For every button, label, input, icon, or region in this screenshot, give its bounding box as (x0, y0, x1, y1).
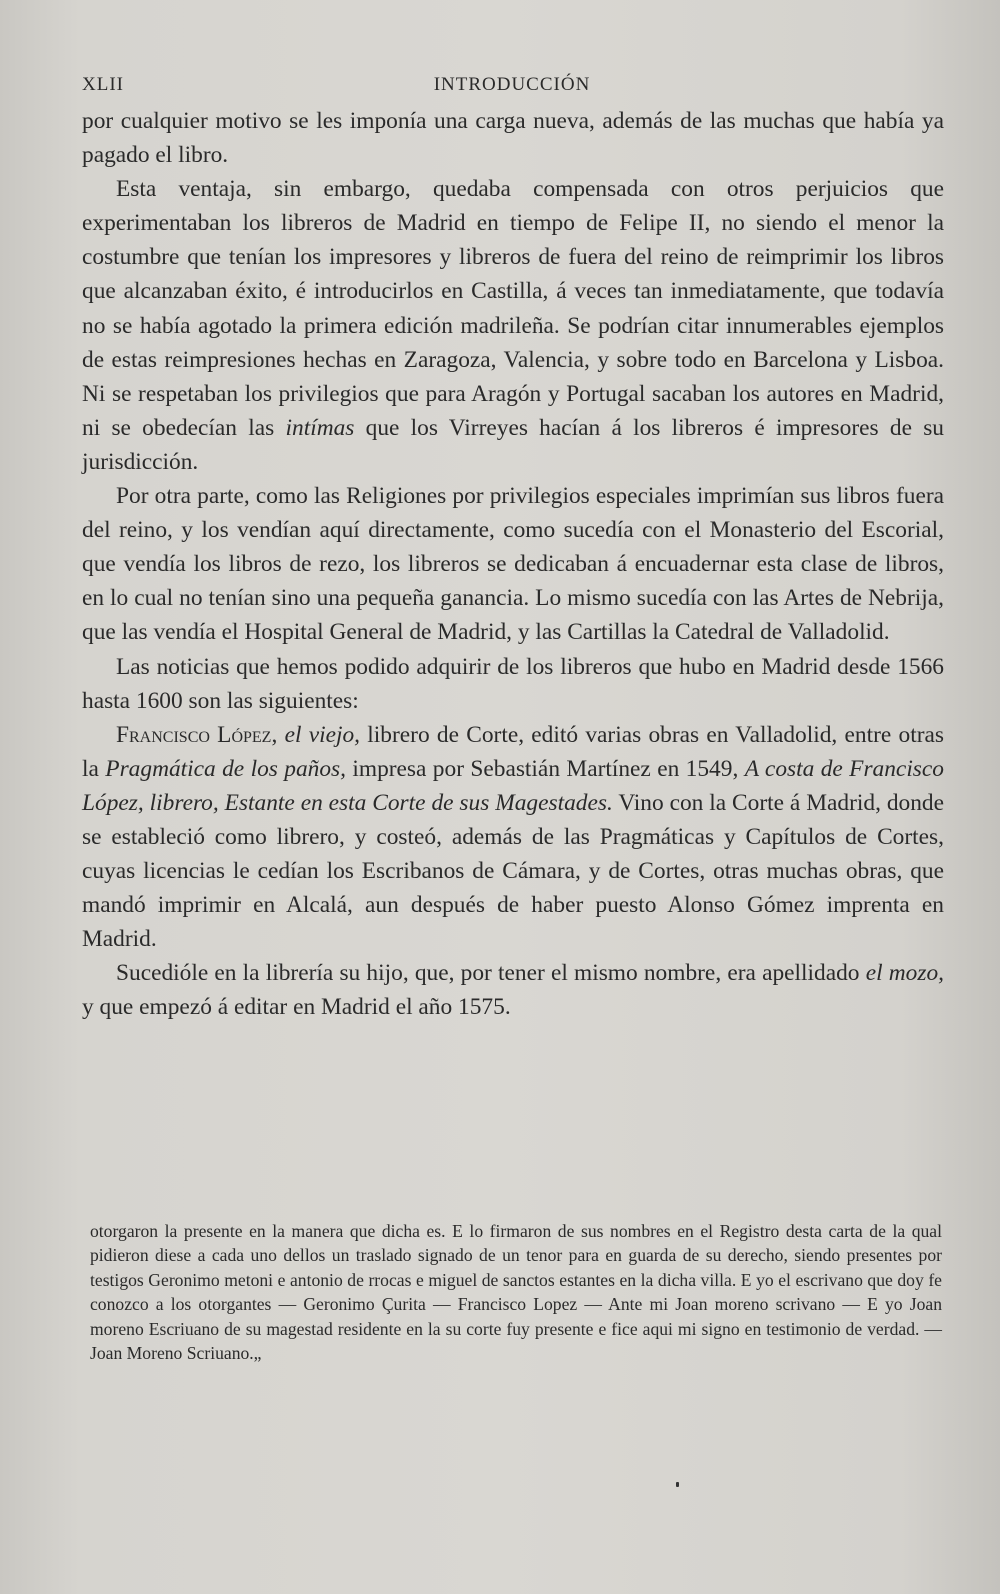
paragraph-2 (82, 172, 944, 479)
paragraph-5 (82, 718, 944, 957)
paragraph-5-text-b: impresa por Sebastián Martínez en 1549, (352, 755, 739, 782)
italic-word: intímas (285, 414, 355, 441)
book-title: Pragmática de los paños, (105, 755, 346, 782)
paragraph-3: Por otra parte, como las Religiones por privilegios especiales imprimían sus libros fuera del reino, y los vendían aquí directamente, como sucedía con el Monasterio del Escorial, que vendía los libros de rezo, los libreros se dedicaban á encuadernar esta clase de libros, en lo cual no tenían sino una pequeña ganancia. Lo mismo sucedía con las Artes de Nebrija, que las vendía el Hospital General de Madrid, y las Cartillas la Catedral de Valladolid. (82, 483, 944, 646)
paragraph-4: Las noticias que hemos podido adquirir de los libreros que hubo en Madrid desde 1566 hasta 1600 son las siguientes: (82, 653, 944, 714)
paragraph-2-text: Esta ventaja, sin embargo, quedaba compensada con otros perjuicios que experimentaban los libreros de Madrid en tiempo de Felipe II, no siendo el menor la costumbre que tenían los impresores y libreros de fuera del reino de reimprimir los libros que alcanzaban éxito, é introducirlos en Castilla, á veces tan inmediatamente, que todavía no se había agotado la primera edición madrileña. Se podrían citar innumerables ejemplos de estas reimpresiones hechas en Zaragoza, Valencia, y sobre todo en Barcelona y Lisboa. Ni se respetaban los privilegios que para Aragón y Portugal sacaban los autores en Madrid, ni se obedecían las (82, 176, 944, 441)
paragraph-1: por cualquier motivo se les imponía una carga nueva, además de las muchas que había ya pagado el libro. (82, 108, 944, 169)
paragraph-6 (82, 956, 944, 1024)
running-title: INTRODUCCIÓN (433, 74, 591, 95)
imprint-quote: A costa de Francisco López, librero, Estante en esta Corte de sus Magestades. (82, 755, 944, 816)
paragraph-5-text-a: librero de Corte, editó varias obras en Valladolid, entre otras la (82, 721, 944, 782)
paragraph-6-text-a: Sucedióle en la librería su hijo, que, por tener el mismo nombre, era apellidado (116, 960, 860, 987)
footnote (90, 1219, 942, 1365)
main-text (82, 104, 944, 1025)
nickname: el mozo, (865, 960, 944, 987)
paragraph-6-text-b: y que empezó á editar en Madrid el año 1575. (82, 994, 511, 1021)
paragraph-5-text-c: Vino con la Corte á Madrid, donde se estableció como librero, y costeó, además de las Pragmáticas y Capítulos de Cortes, cuyas licencias le cedían los Escribanos de Cámara, y de Cortes, otras muchas obras, que mandó imprimir en Alcalá, aun después de haber puesto Alonso Gómez imprenta en Madrid. (82, 789, 944, 953)
page-number: XLII (82, 74, 124, 95)
footnote-text: otorgaron la presente en la manera que dicha es. E lo firmaron de sus nombres en el Registro desta carta de la qual pidieron diese a cada uno dellos un traslado signado de un tenor para en guarda de su derecho, siendo presentes por testigos Geronimo metoni e antonio de rrocas e miguel de sanctos estantes en la dicha villa. E yo el escrivano que doy fe conozco a los otorgantes — Geronimo Çurita — Francisco Lopez — Ante mi Joan moreno scrivano — E yo Joan moreno Escriuano de su magestad residente en la su corte fuy presente e fice aqui mi signo en testimonio de verdad. — Joan Moreno Scriuano.„ (90, 1221, 942, 1364)
person-name: Francisco López, (116, 721, 278, 748)
ink-speck (676, 1482, 679, 1487)
paragraph-2-end: que los Virreyes hacían á los libreros é impresores de su jurisdicción. (82, 414, 944, 475)
page-header (82, 74, 942, 102)
epithet: el viejo, (284, 721, 361, 748)
